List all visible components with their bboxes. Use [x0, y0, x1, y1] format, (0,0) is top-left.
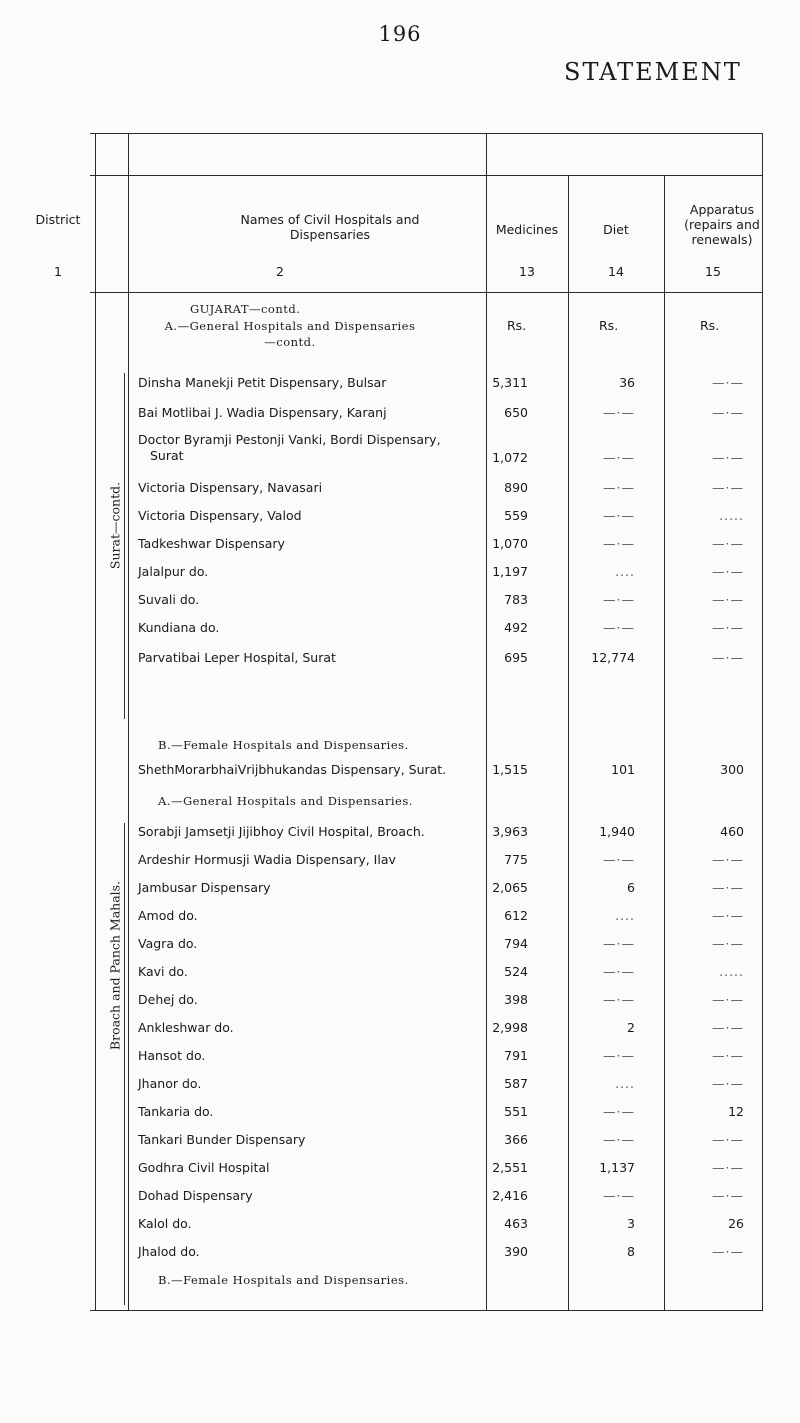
- row-medicines: 559: [504, 508, 528, 523]
- row-apparatus: .....: [719, 508, 744, 523]
- col-header-apparatus: Apparatus (repairs and renewals): [684, 202, 760, 247]
- row-name: Victoria Dispensary, Valod: [138, 508, 302, 523]
- row-apparatus: —·—: [712, 405, 744, 420]
- row-diet: 1,940: [599, 824, 635, 839]
- row-name-continuation: Surat: [150, 448, 184, 463]
- row-diet: ....: [615, 908, 635, 923]
- row-medicines: 366: [504, 1132, 528, 1147]
- row-medicines: 612: [504, 908, 528, 923]
- row-diet: —·—: [603, 480, 635, 495]
- row-diet: 3: [627, 1216, 635, 1231]
- row-name: Tankari Bunder Dispensary: [138, 1132, 306, 1147]
- row-medicines: 1,070: [492, 536, 528, 551]
- row-apparatus: 460: [720, 824, 744, 839]
- district-label-broach: Broach and Panch Mahals.: [107, 880, 123, 1051]
- row-medicines: 524: [504, 964, 528, 979]
- row-name: Hansot do.: [138, 1048, 206, 1063]
- row-diet: 12,774: [591, 650, 635, 665]
- row-medicines: 551: [504, 1104, 528, 1119]
- row-name: Jalalpur do.: [138, 564, 209, 579]
- row-medicines: 2,065: [492, 880, 528, 895]
- row-apparatus: —·—: [712, 536, 744, 551]
- row-medicines: 5,311: [492, 375, 528, 390]
- row-name: Godhra Civil Hospital: [138, 1160, 270, 1175]
- row-apparatus: —·—: [712, 1188, 744, 1203]
- row-medicines: 398: [504, 992, 528, 1007]
- row-name: Amod do.: [138, 908, 198, 923]
- row-apparatus: 26: [728, 1216, 744, 1231]
- row-apparatus: —·—: [712, 1020, 744, 1035]
- col-divider-medicines: [568, 175, 569, 1310]
- unit-diet: Rs.: [599, 318, 619, 333]
- row-medicines: 650: [504, 405, 528, 420]
- row-diet: ....: [615, 1076, 635, 1091]
- row-diet: 1,137: [599, 1160, 635, 1175]
- row-name: Jhalod do.: [138, 1244, 200, 1259]
- bottom-rule: [90, 1310, 763, 1311]
- row-apparatus: —·—: [712, 620, 744, 635]
- col-header-district: District: [35, 212, 81, 227]
- section-heading-a2: A.—General Hospitals and Dispensaries.: [158, 794, 413, 808]
- row-apparatus: —·—: [712, 1244, 744, 1259]
- col-num-diet: 14: [608, 264, 624, 279]
- col-divider-names-left: [128, 133, 129, 1310]
- col-header-medicines: Medicines: [495, 222, 559, 237]
- row-diet: —·—: [603, 536, 635, 551]
- row-name: Tadkeshwar Dispensary: [138, 536, 285, 551]
- row-name: Sorabji Jamsetji Jijibhoy Civil Hospital, Broach.: [138, 824, 425, 839]
- row-medicines: 695: [504, 650, 528, 665]
- row-medicines: 775: [504, 852, 528, 867]
- row-medicines: 2,551: [492, 1160, 528, 1175]
- col-num-names: 2: [276, 264, 284, 279]
- col-header-diet: Diet: [603, 222, 629, 237]
- row-medicines: 390: [504, 1244, 528, 1259]
- row-diet: 8: [627, 1244, 635, 1259]
- row-diet: 6: [627, 880, 635, 895]
- row-apparatus: —·—: [712, 1160, 744, 1175]
- row-diet: —·—: [603, 1104, 635, 1119]
- row-medicines: 463: [504, 1216, 528, 1231]
- row-apparatus: —·—: [712, 592, 744, 607]
- page-number: 196: [378, 22, 422, 46]
- row-name: Ardeshir Hormusji Wadia Dispensary, Ilav: [138, 852, 396, 867]
- unit-medicines: Rs.: [507, 318, 527, 333]
- row-medicines: 3,963: [492, 824, 528, 839]
- row-diet: —·—: [603, 620, 635, 635]
- row-apparatus: —·—: [712, 908, 744, 923]
- col-divider-apparatus: [762, 133, 763, 1310]
- row-diet: ....: [615, 564, 635, 579]
- col-header-names: Names of Civil Hospitals and Dispensaries: [240, 212, 420, 242]
- row-apparatus: —·—: [712, 1076, 744, 1091]
- row-name: Kalol do.: [138, 1216, 192, 1231]
- row-name: Kavi do.: [138, 964, 188, 979]
- row-name: Dinsha Manekji Petit Dispensary, Bulsar: [138, 375, 387, 390]
- col-num-district: 1: [54, 264, 62, 279]
- row-diet: —·—: [603, 1188, 635, 1203]
- unit-apparatus: Rs.: [700, 318, 720, 333]
- row-diet: —·—: [603, 1048, 635, 1063]
- row-medicines: 587: [504, 1076, 528, 1091]
- row-apparatus: —·—: [712, 1048, 744, 1063]
- row-diet: —·—: [603, 592, 635, 607]
- col-num-medicines: 13: [519, 264, 535, 279]
- row-apparatus: —·—: [712, 1132, 744, 1147]
- row-name: Jhanor do.: [138, 1076, 202, 1091]
- row-name: Dehej do.: [138, 992, 198, 1007]
- row-medicines: 1,072: [492, 450, 528, 465]
- row-diet: 101: [611, 762, 635, 777]
- row-name: Victoria Dispensary, Navasari: [138, 480, 323, 495]
- row-diet: 36: [619, 375, 635, 390]
- col-num-apparatus: 15: [705, 264, 721, 279]
- row-diet: 2: [627, 1020, 635, 1035]
- row-medicines: 492: [504, 620, 528, 635]
- row-apparatus: —·—: [712, 992, 744, 1007]
- row-name: Suvali do.: [138, 592, 200, 607]
- row-name: Ankleshwar do.: [138, 1020, 234, 1035]
- row-diet: —·—: [603, 964, 635, 979]
- row-diet: —·—: [603, 450, 635, 465]
- row-medicines: 794: [504, 936, 528, 951]
- row-apparatus: —·—: [712, 880, 744, 895]
- row-apparatus: —·—: [712, 852, 744, 867]
- header-bottom-rule: [90, 292, 763, 293]
- row-apparatus: —·—: [712, 564, 744, 579]
- top-rule: [90, 133, 763, 134]
- col-divider-district: [95, 133, 96, 1310]
- row-apparatus: 300: [720, 762, 744, 777]
- row-apparatus: —·—: [712, 650, 744, 665]
- header-top-rule: [90, 175, 763, 176]
- row-medicines: 791: [504, 1048, 528, 1063]
- row-name: Bai Motlibai J. Wadia Dispensary, Karanj: [138, 405, 387, 420]
- broach-brace: [124, 823, 125, 1305]
- row-name: Tankaria do.: [138, 1104, 214, 1119]
- surat-brace: [124, 373, 125, 719]
- row-name: Doctor Byramji Pestonji Vanki, Bordi Dispensary,: [138, 432, 441, 447]
- row-diet: —·—: [603, 405, 635, 420]
- row-name: ShethMorarbhaiVrijbhukandas Dispensary, Surat.: [138, 762, 447, 777]
- row-apparatus: .....: [719, 964, 744, 979]
- row-medicines: 2,416: [492, 1188, 528, 1203]
- row-diet: —·—: [603, 992, 635, 1007]
- row-apparatus: 12: [728, 1104, 744, 1119]
- row-name: Jambusar Dispensary: [138, 880, 271, 895]
- row-name: Kundiana do.: [138, 620, 220, 635]
- row-name: Vagra do.: [138, 936, 198, 951]
- section-heading-a1: A.—General Hospitals and Dispensaries —contd.: [164, 319, 416, 349]
- row-apparatus: —·—: [712, 480, 744, 495]
- statement-title: STATEMENT: [564, 58, 742, 86]
- row-diet: —·—: [603, 508, 635, 523]
- section-heading-b1: B.—Female Hospitals and Dispensaries.: [158, 738, 409, 752]
- district-label-surat: Surat—contd.: [107, 481, 123, 570]
- row-medicines: 1,515: [492, 762, 528, 777]
- row-name: Parvatibai Leper Hospital, Surat: [138, 650, 336, 665]
- row-diet: —·—: [603, 852, 635, 867]
- row-name: Dohad Dispensary: [138, 1188, 253, 1203]
- section-heading-b2: B.—Female Hospitals and Dispensaries.: [158, 1273, 409, 1287]
- row-medicines: 783: [504, 592, 528, 607]
- row-medicines: 890: [504, 480, 528, 495]
- row-apparatus: —·—: [712, 450, 744, 465]
- row-diet: —·—: [603, 1132, 635, 1147]
- col-divider-diet: [664, 175, 665, 1310]
- row-apparatus: —·—: [712, 936, 744, 951]
- region-heading: GUJARAT—contd.: [190, 302, 301, 316]
- row-medicines: 1,197: [492, 564, 528, 579]
- row-diet: —·—: [603, 936, 635, 951]
- row-apparatus: —·—: [712, 375, 744, 390]
- row-medicines: 2,998: [492, 1020, 528, 1035]
